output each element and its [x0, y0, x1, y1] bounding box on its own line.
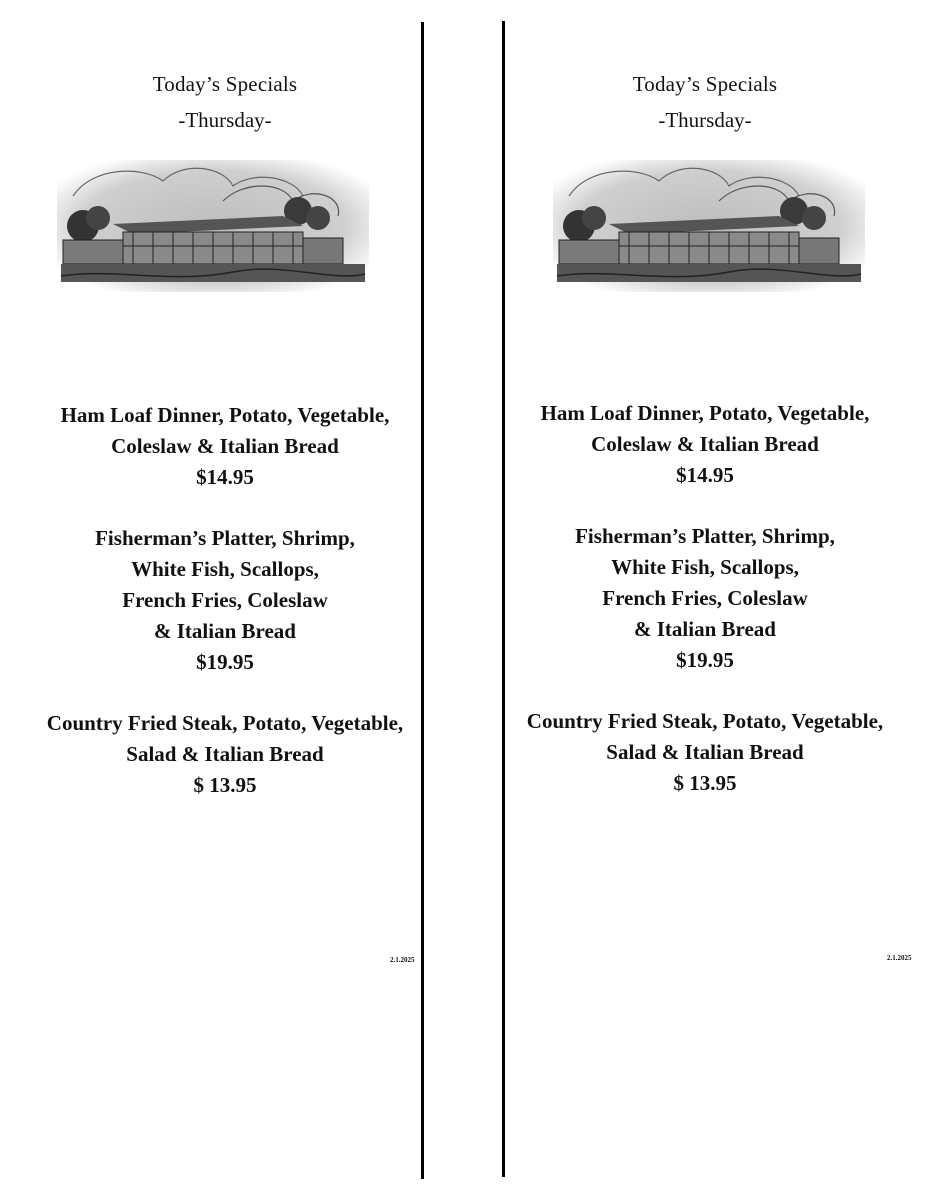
menu-title: Today’s Specials — [152, 72, 298, 96]
special-line: Salad & Italian Bread — [606, 740, 804, 764]
menu-title: Today’s Specials — [632, 72, 778, 96]
special-line: Salad & Italian Bread — [126, 742, 324, 766]
special-price: $14.95 — [196, 465, 254, 489]
menu-day: -Thursday- — [178, 108, 272, 132]
special-line: Ham Loaf Dinner, Potato, Vegetable, — [540, 401, 870, 425]
special-item — [505, 398, 905, 491]
special-item — [505, 706, 905, 799]
special-line: Fisherman’s Platter, Shrimp, — [575, 524, 835, 548]
menu-date: 2.1.2025 — [887, 954, 912, 962]
special-line: Coleslaw & Italian Bread — [111, 434, 339, 458]
special-item — [25, 400, 425, 493]
special-price: $14.95 — [676, 463, 734, 487]
special-line: French Fries, Coleslaw — [602, 586, 808, 610]
special-line: French Fries, Coleslaw — [122, 588, 328, 612]
special-price: $ 13.95 — [193, 773, 257, 797]
special-line: White Fish, Scallops, — [131, 557, 319, 581]
special-item — [505, 521, 905, 676]
special-item — [25, 708, 425, 801]
menu-panel-left — [25, 0, 425, 1200]
menu-day: -Thursday- — [658, 108, 752, 132]
specials-list — [25, 400, 425, 831]
menu-panel-right — [505, 0, 912, 1200]
special-price: $19.95 — [676, 648, 734, 672]
special-item — [25, 523, 425, 678]
special-line: & Italian Bread — [634, 617, 776, 641]
special-price: $19.95 — [196, 650, 254, 674]
special-price: $ 13.95 — [673, 771, 737, 795]
special-line: Country Fried Steak, Potato, Vegetable, — [526, 709, 884, 733]
special-line: Ham Loaf Dinner, Potato, Vegetable, — [60, 403, 390, 427]
special-line: Fisherman’s Platter, Shrimp, — [95, 526, 355, 550]
special-line: Country Fried Steak, Potato, Vegetable, — [46, 711, 404, 735]
special-line: & Italian Bread — [154, 619, 296, 643]
restaurant-building-sketch-icon — [53, 156, 373, 296]
specials-list — [505, 398, 905, 829]
special-line: Coleslaw & Italian Bread — [591, 432, 819, 456]
menu-date: 2.1.2025 — [390, 956, 415, 964]
restaurant-building-sketch-icon — [549, 156, 869, 296]
special-line: White Fish, Scallops, — [611, 555, 799, 579]
